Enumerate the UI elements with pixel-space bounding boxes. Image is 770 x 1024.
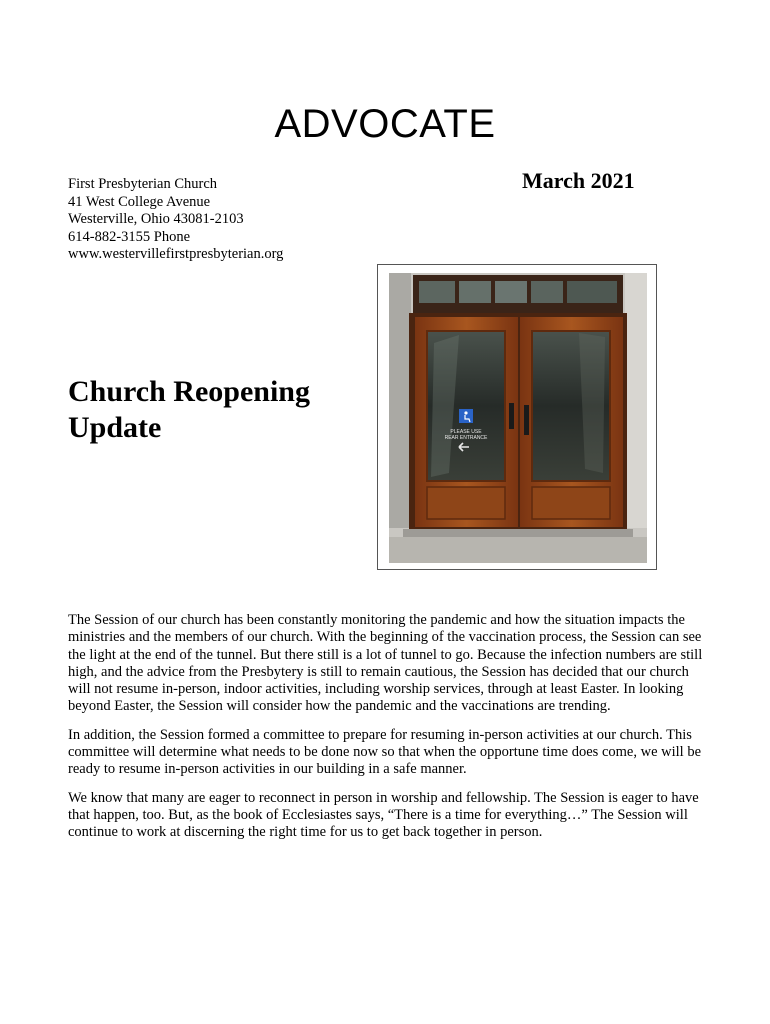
right-door-handle	[524, 405, 529, 435]
newsletter-masthead: ADVOCATE	[274, 102, 496, 146]
transom-pane	[419, 281, 455, 303]
transom-pane	[495, 281, 527, 303]
article-body	[68, 612, 708, 853]
issue-date: March 2021	[522, 168, 635, 193]
threshold	[403, 529, 633, 537]
sign-text-line-2: REAR ENTRANCE	[444, 435, 488, 441]
city-state-zip: Westerville, Ohio 43081-2103	[68, 211, 244, 227]
street-address: 41 West College Avenue	[68, 193, 211, 210]
sign-text-line-1: PLEASE USE	[450, 429, 482, 435]
church-address-block	[68, 176, 283, 264]
accessibility-icon	[459, 409, 473, 423]
left-door-panel	[427, 487, 505, 519]
left-pillar	[389, 273, 411, 528]
right-pillar	[625, 273, 647, 528]
transom-pane	[531, 281, 563, 303]
website-link[interactable]: www.westervillefirstpresbyterian.org	[68, 246, 284, 262]
article-paragraph: The Session of our church has been constantly monitoring the pandemic and how the situation impacts the ministries and the members of our church. With the beginning of the vaccination process, the Session can see the light at the end of the tunnel. But there still is a lot of tunnel to go. Because the infection numbers are still high, and the advice from the Presbytery is still to remain cautious, the Session has decided that our church will not resume in-person, indoor activities, including worship services, through at least Easter. In looking beyond Easter, the Session will consider how the pandemic and the vaccinations are trending.	[68, 612, 703, 715]
headline-line-2: Update	[68, 411, 162, 444]
headline-line-1: Church Reopening	[68, 375, 310, 408]
front-step	[389, 537, 647, 563]
church-name: First Presbyterian Church	[68, 176, 218, 192]
article-paragraph: We know that many are eager to reconnect in person in worship and fellowship. The Session is eager to have that happen, too. But, as the book of Ecclesiastes says, “There is a time for everything…” The Session will continue to work at discerning the right time for us to get back together in person.	[68, 789, 699, 841]
church-door-photo	[377, 264, 657, 570]
article-paragraph: In addition, the Session formed a committee to prepare for resuming in-person activities at our church. This committee will determine what needs to be done now so that when the opportune time does come, we will be ready to resume in-person activities in our building in a safe manner.	[68, 726, 702, 778]
transom-pane	[459, 281, 491, 303]
article-headline	[68, 374, 310, 446]
transom-pane	[567, 281, 617, 303]
right-door-panel	[532, 487, 610, 519]
church-door-illustration	[389, 273, 647, 563]
left-door-handle	[509, 403, 514, 429]
phone-number: 614-882-3155 Phone	[68, 228, 191, 245]
